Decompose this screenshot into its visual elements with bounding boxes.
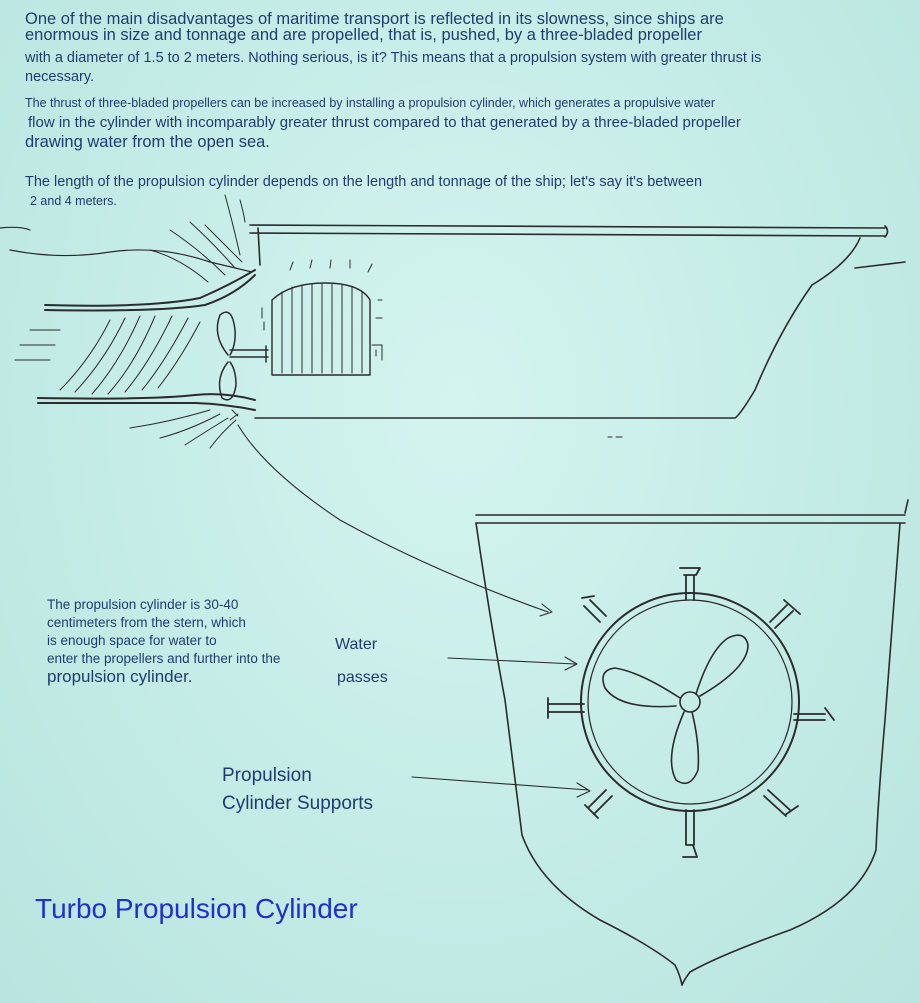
thrust-paragraph-line-3: drawing water from the open sea.	[25, 133, 270, 151]
distance-annotation-line-5: propulsion cylinder.	[47, 667, 193, 686]
length-paragraph-line-1: The length of the propulsion cylinder depends on the length and tonnage of the ship; let's say it's between	[25, 174, 703, 190]
thrust-paragraph-line-2: flow in the cylinder with incomparably greater thrust compared to that generated by a three-bladed propeller	[28, 114, 741, 131]
distance-annotation-line-2: centimeters from the stern, which	[47, 615, 246, 630]
water-label-line-2: passes	[337, 669, 388, 686]
stray-pencil-marks	[240, 200, 622, 437]
engine-block	[262, 260, 382, 375]
connector-line	[238, 425, 552, 616]
ship-hull-rear-view	[476, 500, 908, 985]
thrust-paragraph-line-1: The thrust of three-bladed propellers can be increased by installing a propulsion cylinder, which generates a propulsive water	[25, 96, 715, 110]
intro-paragraph-line-4: necessary.	[25, 69, 95, 85]
diagram-title: Turbo Propulsion Cylinder	[35, 893, 358, 924]
propulsion-cylinder-rear	[581, 593, 799, 811]
water-flow-lines	[15, 316, 200, 394]
propulsion-cylinder-side	[38, 270, 255, 410]
intro-paragraph-line-3: with a diameter of 1.5 to 2 meters. Nothing serious, is it? This means that a propulsion system with greater thrust is	[25, 50, 762, 66]
distance-annotation	[47, 596, 347, 686]
length-paragraph-line-2: 2 and 4 meters.	[30, 194, 117, 208]
ship-hull-side-view	[250, 225, 905, 418]
intro-paragraph-line-1: One of the main disadvantages of maritime transport is reflected in its slowness, since ships are	[25, 10, 724, 28]
distance-annotation-line-3: is enough space for water to	[47, 633, 217, 648]
distance-annotation-line-4: enter the propellers and further into the	[47, 651, 281, 666]
intro-paragraph-line-2: enormous in size and tonnage and are propelled, that is, pushed, by a three-bladed propeller	[25, 26, 702, 44]
supports-label-line-1: Propulsion	[222, 765, 312, 786]
supports-label-line-2: Cylinder Supports	[222, 793, 374, 814]
propeller-side-view	[217, 312, 268, 400]
water-label-line-1: Water	[335, 636, 378, 653]
propeller-rear-view	[603, 635, 748, 783]
distance-annotation-line-1: The propulsion cylinder is 30-40	[47, 597, 239, 612]
